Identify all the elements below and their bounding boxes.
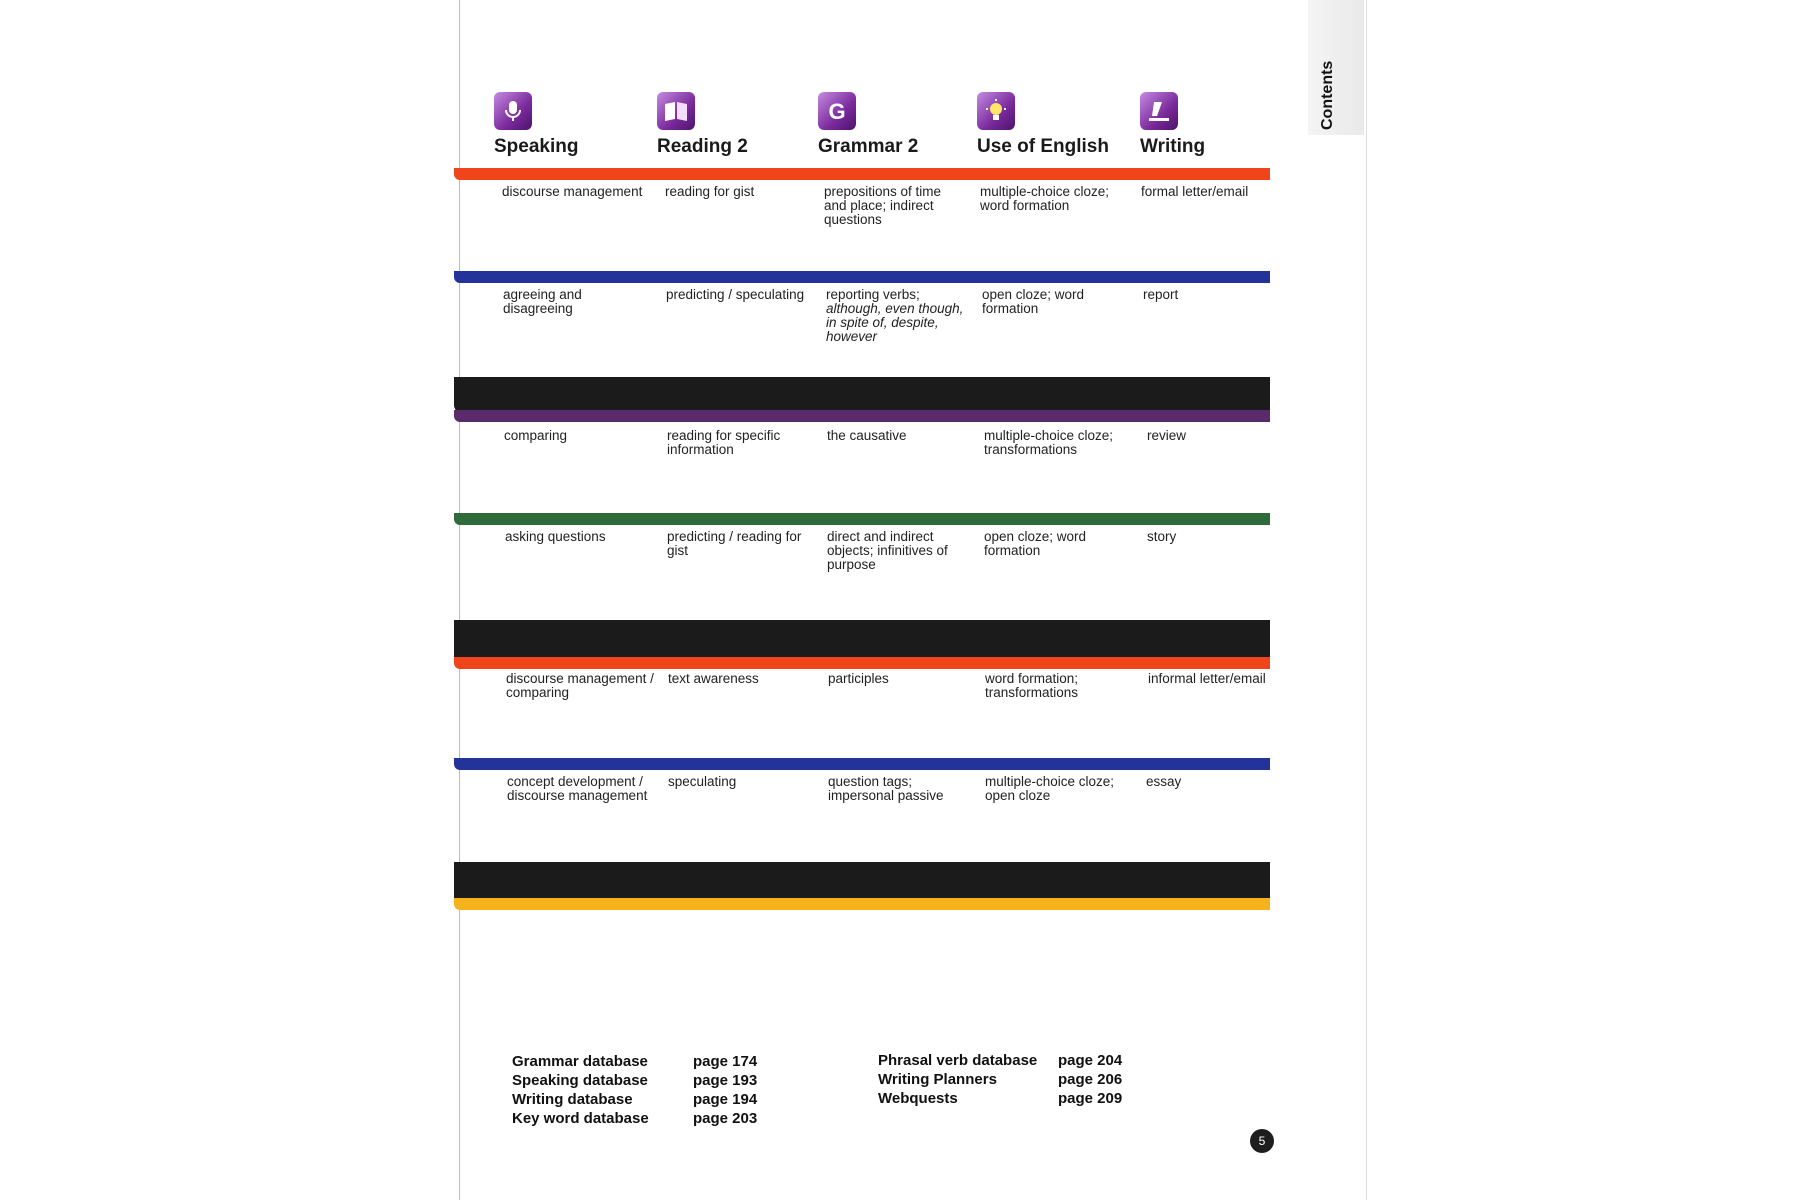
column-title: Use of English: [977, 136, 1109, 157]
svg-text:G: G: [828, 99, 846, 124]
contents-tab-label: Contents: [1319, 60, 1336, 130]
database-name: Speaking database: [512, 1072, 648, 1089]
cell-use-of-english: word formation; transformations: [985, 671, 1079, 700]
column-grammar: [818, 92, 918, 158]
cell-use-of-english: multiple-choice cloze; transformations: [984, 428, 1114, 457]
database-page: page 209: [1058, 1090, 1123, 1107]
column-speaking: [494, 92, 578, 158]
pen-icon: [1140, 92, 1178, 130]
cell-speaking: discourse management / comparing: [506, 671, 654, 700]
cell-reading: text awareness: [668, 671, 759, 686]
book-page: [459, 0, 1366, 1200]
cell-writing: review: [1147, 428, 1187, 443]
page-number: 5: [1250, 1129, 1274, 1153]
cell-use-of-english: open cloze; word formation: [984, 529, 1087, 558]
unit-band-4: [454, 513, 1270, 525]
cell-reading: reading for gist: [665, 184, 755, 199]
cell-speaking: concept development / discourse management: [507, 774, 648, 803]
unit-band-6: [454, 758, 1270, 770]
open-book-icon: [657, 92, 695, 130]
database-name: Key word database: [512, 1110, 649, 1127]
cell-reading: reading for specific information: [667, 428, 781, 457]
database-name: Phrasal verb database: [878, 1052, 1038, 1069]
unit-band-7: [454, 898, 1270, 910]
cell-grammar: participles: [828, 671, 889, 686]
cell-writing: formal letter/email: [1141, 184, 1249, 199]
database-name: Webquests: [878, 1090, 958, 1107]
cell-writing: report: [1143, 287, 1179, 302]
column-title: Speaking: [494, 136, 579, 157]
unit-band-7-dark: [454, 862, 1270, 900]
cell-grammar: direct and indirect objects; infinitives of purpose: [827, 529, 948, 572]
cell-reading: predicting / reading for gist: [667, 529, 802, 558]
database-name: Grammar database: [512, 1053, 648, 1070]
unit-band-3: [454, 410, 1270, 422]
grammar-italic-text: although, even though, in spite of, despite, however: [826, 301, 964, 344]
letter-g-icon: [818, 92, 856, 130]
unit-band-2: [454, 271, 1270, 283]
unit-band-3-dark: [454, 377, 1270, 413]
cell-use-of-english: multiple-choice cloze; open cloze: [985, 774, 1115, 803]
cell-grammar: [826, 288, 976, 344]
column-title: Writing: [1140, 136, 1206, 157]
column-title: Grammar 2: [818, 136, 919, 157]
cell-reading: speculating: [668, 774, 737, 789]
database-page: page 174: [693, 1053, 758, 1070]
column-use-of-english: [977, 92, 1109, 158]
cell-grammar: the causative: [827, 428, 907, 443]
cell-grammar: prepositions of time and place; indirect questions: [824, 184, 942, 227]
unit-band-1: [454, 168, 1270, 180]
database-page: page 193: [693, 1072, 758, 1089]
cell-speaking: discourse management: [502, 184, 643, 199]
column-writing: [1140, 92, 1205, 158]
cell-reading: predicting / speculating: [666, 287, 805, 302]
grammar-plain-text: reporting verbs;: [826, 287, 920, 302]
cell-use-of-english: open cloze; word formation: [982, 287, 1085, 316]
unit-band-5: [454, 657, 1270, 669]
column-title: Reading 2: [657, 136, 748, 157]
database-name: Writing Planners: [878, 1071, 997, 1088]
cell-speaking: comparing: [504, 428, 568, 443]
cell-writing: essay: [1146, 774, 1182, 789]
database-page: page 203: [693, 1110, 758, 1127]
database-page: page 206: [1058, 1071, 1123, 1088]
column-reading: [657, 92, 748, 158]
database-name: Writing database: [512, 1091, 633, 1108]
cell-use-of-english: multiple-choice cloze; word formation: [980, 184, 1110, 213]
database-page: page 194: [693, 1091, 758, 1108]
lightbulb-icon: [977, 92, 1015, 130]
unit-band-5-dark: [454, 620, 1270, 660]
database-page: page 204: [1058, 1052, 1123, 1069]
cell-grammar: question tags; impersonal passive: [828, 774, 944, 803]
cell-writing: story: [1147, 529, 1177, 544]
microphone-icon: [494, 92, 532, 130]
cell-speaking: asking questions: [505, 529, 606, 544]
cell-writing: informal letter/email: [1148, 671, 1266, 686]
cell-speaking: agreeing and disagreeing: [503, 287, 582, 316]
